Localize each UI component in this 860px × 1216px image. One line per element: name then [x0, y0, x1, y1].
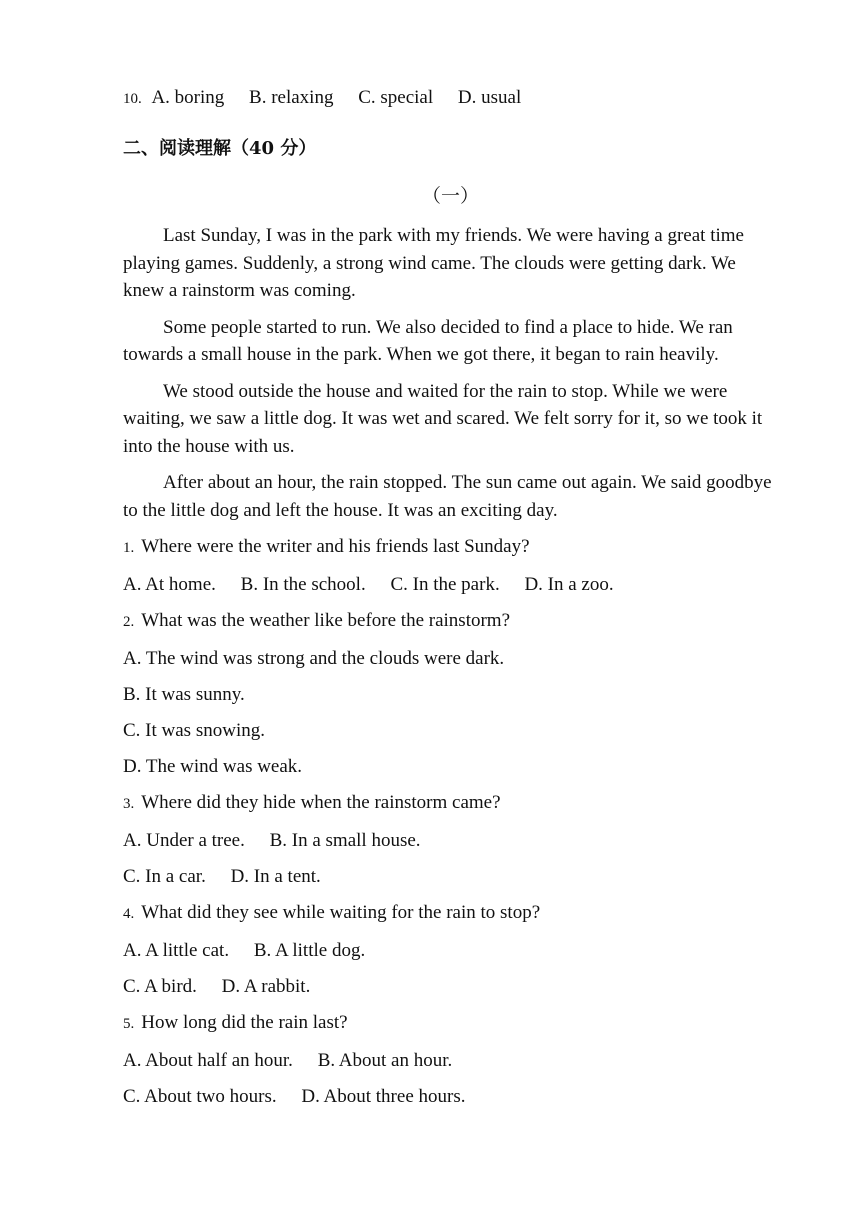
option-d: D. In a tent. [230, 866, 321, 887]
option-a: A. About half an hour. [123, 1050, 293, 1071]
passage-paragraph-1: Last Sunday, I was in the park with my friends. We were having a great time playing games. Suddenly, a strong wind came. The clouds were getting dark. We knew a rainstorm was coming. [123, 225, 744, 301]
question-4 [123, 899, 778, 928]
question-text: How long did the rain last? [141, 1012, 348, 1033]
answer-line [123, 827, 778, 854]
option-c: C. In the park. [390, 574, 500, 595]
option-b: B. In the school. [240, 574, 366, 595]
question-5 [123, 1009, 778, 1038]
passage-title: （一） [421, 186, 479, 207]
answer-line [123, 571, 778, 598]
option-c: C. About two hours. [123, 1086, 277, 1107]
passage [123, 222, 778, 524]
answer-line [123, 973, 778, 1000]
question-3 [123, 789, 778, 818]
question-number: 3. [123, 796, 135, 812]
option-d: D. usual [457, 87, 522, 108]
option-b: B. A little dog. [253, 940, 366, 961]
option-c: C. It was snowing. [123, 720, 265, 741]
question-number: 5. [123, 1016, 135, 1032]
option-a: A. At home. [123, 574, 216, 595]
question-number: 4. [123, 906, 135, 922]
answer-line [123, 863, 778, 890]
passage-paragraph-2: Some people started to run. We also decided to find a place to hide. We ran towards a small house in the park. When we got there, it began to rain heavily. [123, 316, 733, 365]
exam-page [123, 84, 778, 1110]
question-text: What was the weather like before the rainstorm? [141, 610, 511, 631]
question-text: Where did they hide when the rainstorm came? [141, 792, 501, 813]
passage-paragraph-3: We stood outside the house and waited for the rain to stop. While we were waiting, we saw a little dog. It was wet and scared. We felt sorry for it, so we took it into the house with us. [123, 380, 763, 457]
option-c: C. In a car. [123, 866, 206, 887]
option-d: D. A rabbit. [221, 976, 311, 997]
option-a: A. boring [151, 87, 225, 108]
section-heading: 二、阅读理解（40 分） [123, 138, 317, 159]
option-b: B. It was sunny. [123, 684, 245, 705]
passage-paragraph-4: After about an hour, the rain stopped. The sun came out again. We said goodbye to the little dog and left the house. It was an exciting day. [123, 472, 772, 521]
answer-line [123, 937, 778, 964]
option-a: A. The wind was strong and the clouds were dark. [123, 648, 505, 669]
option-d: D. In a zoo. [524, 574, 614, 595]
option-c: C. special [358, 87, 434, 108]
option-b: B. About an hour. [317, 1050, 453, 1071]
option-a: A. A little cat. [123, 940, 230, 961]
answer-line [123, 753, 778, 780]
question-text: What did they see while waiting for the rain to stop? [141, 902, 541, 923]
option-a: A. Under a tree. [123, 830, 245, 851]
answer-line [123, 645, 778, 672]
option-b: B. In a small house. [269, 830, 421, 851]
answer-line [123, 681, 778, 708]
question-number: 2. [123, 614, 135, 630]
option-b: B. relaxing [249, 87, 334, 108]
option-d: D. About three hours. [301, 1086, 466, 1107]
question-text: Where were the writer and his friends last Sunday? [141, 536, 530, 557]
question-2 [123, 607, 778, 636]
option-d: D. The wind was weak. [123, 756, 303, 777]
question-1 [123, 533, 778, 562]
answer-line [123, 1047, 778, 1074]
question-number: 10. [123, 91, 142, 107]
question-number: 1. [123, 540, 135, 556]
answer-line [123, 717, 778, 744]
answer-line [123, 1083, 778, 1110]
question-10 [123, 84, 778, 113]
option-c: C. A bird. [123, 976, 197, 997]
